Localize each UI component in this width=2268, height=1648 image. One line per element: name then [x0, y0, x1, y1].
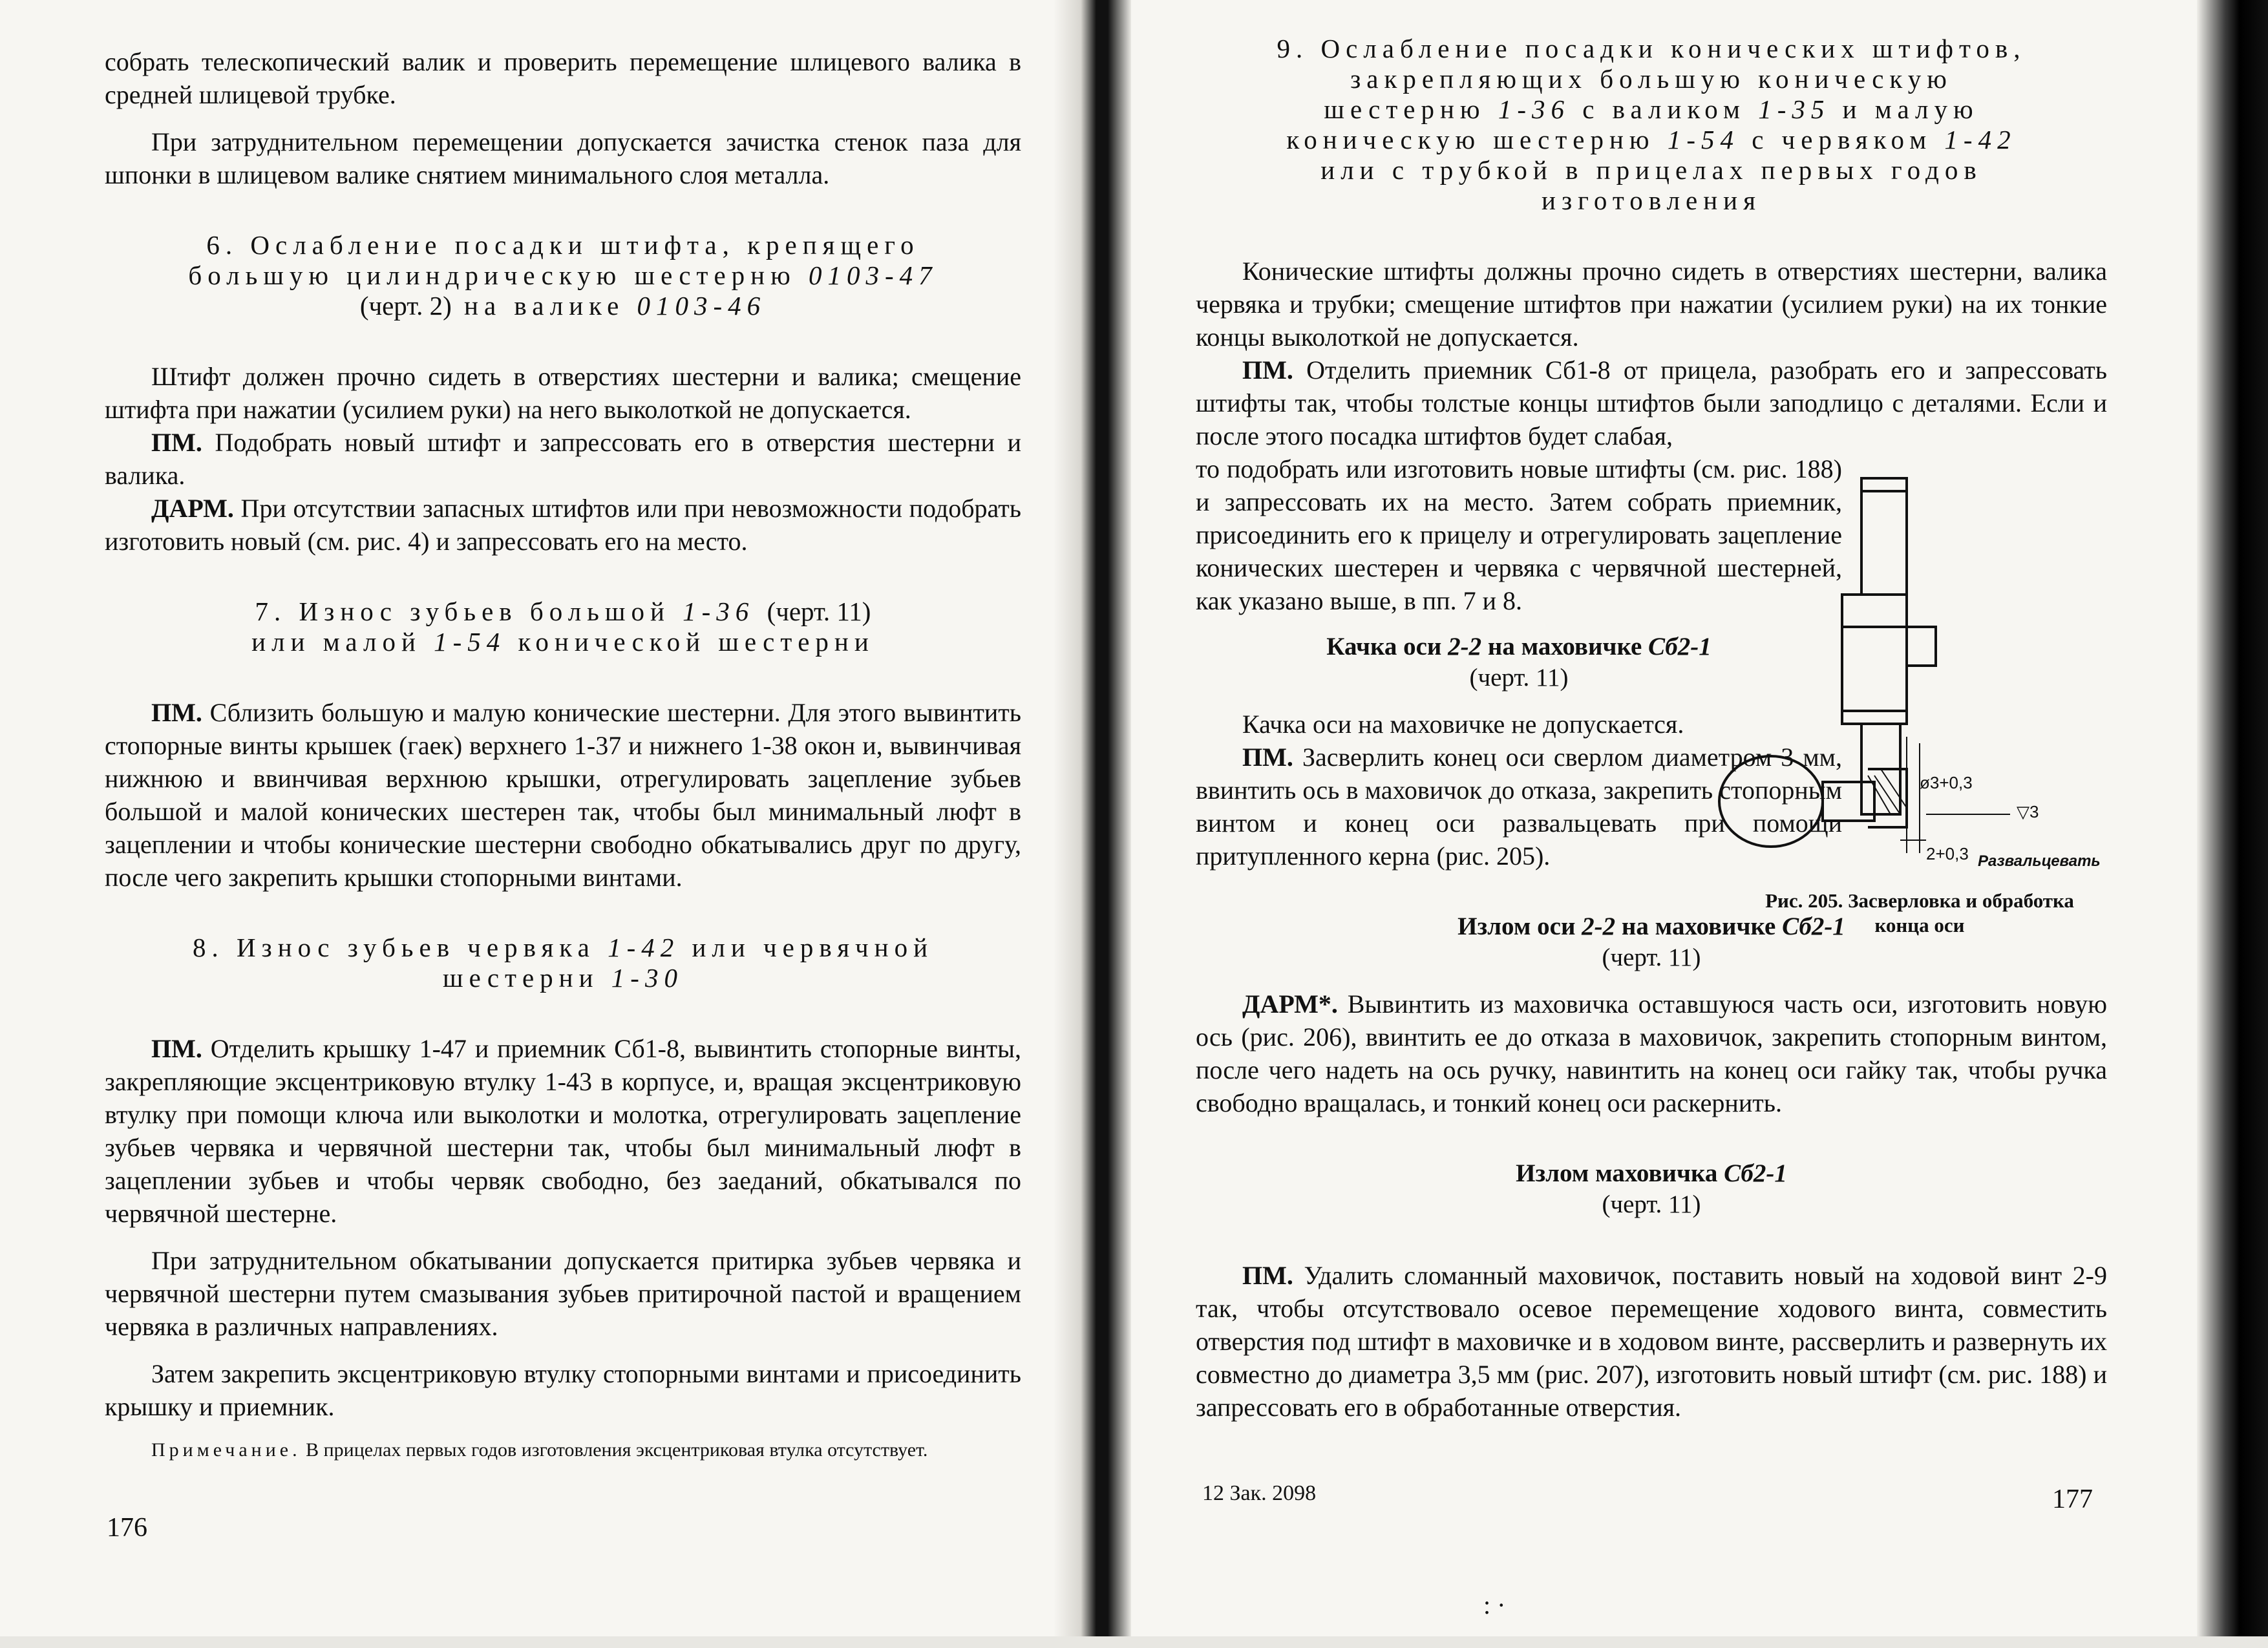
- axis-wobble-paragraph: Качка оси на маховичке не допускается.: [1242, 710, 1684, 739]
- figure-dim-diameter: ø3+0,3: [1920, 773, 1973, 792]
- scan-bottom-strip: [0, 1636, 2268, 1648]
- section-6-heading-line-1: 6. Ослабление посадки штифта, крепящего: [206, 230, 920, 260]
- section-6-pm: ПМ. Подобрать новый штифт и запрессовать его в отверстия шестерни и валика.: [105, 428, 1021, 490]
- section-6-heading: [105, 230, 1021, 321]
- section-8-paragraph-2: При затруднительном обкатывании допускается притирка зубьев червяка и червячной шестерни путем смазывания зубьев притирочной пастой и вращением червяка в различных направлениях.: [105, 1246, 1021, 1341]
- figure-205-drawing: [1713, 465, 2126, 918]
- section-9-heading-line-6: изготовления: [1542, 185, 1761, 215]
- section-8-heading-line-1: 8. Износ зубьев червяка 1-42 или червячной: [192, 933, 934, 962]
- intro-paragraph-2: При затруднительном перемещении допускается зачистка стенок паза для шпонки в шлицевом валике снятием минимального слоя металла.: [105, 127, 1021, 189]
- section-8-note: Примечание. В прицелах первых годов изготовления эксцентриковая втулка отсутствует.: [151, 1439, 928, 1461]
- scan-edge: [2197, 0, 2268, 1648]
- subheading-axis-break-ref: (черт. 11): [1602, 944, 1701, 971]
- section-7-heading-line-1: 7. Износ зубьев большой 1-36 (черт. 11): [255, 597, 871, 626]
- subheading-handwheel-break: Излом маховичка Сб2-1: [1516, 1159, 1787, 1187]
- axis-break-darm: ДАРМ*. Вывинтить из маховичка оставшуюся часть оси, изготовить новую ось (рис. 206), ввинтить ее до отказа в маховичок, закрепить стопорным винтом, после чего надеть на ось ручку, навинтить на конец оси гайку так, чтобы ручка свободно вращалась, и тонкий конец оси раскернить.: [1196, 989, 2107, 1117]
- section-9-heading-line-3: шестерню 1-36 с валиком 1-35 и малую: [1324, 94, 1979, 124]
- section-9-paragraph: Конические штифты должны прочно сидеть в отверстиях шестерни, валика червяка и трубки; смещение штифтов при нажатии (усилием руки) на их тонкие концы выколоткой не допускается.: [1196, 257, 2107, 352]
- figure-dim-depth: 2+0,3: [1926, 844, 1969, 863]
- section-9-heading-line-1: 9. Ослабление посадки конических штифтов,: [1277, 34, 2026, 63]
- section-9-heading-line-4: коническую шестерню 1-54 с червяком 1-42: [1286, 125, 2017, 154]
- section-8-pm: ПМ. Отделить крышку 1-47 и приемник Сб1-8, вывинтить стопорные винты, закрепляющие эксцентриковую втулку 1-43 в корпусе, и, вращая эксцентриковую втулку при помощи ключа или выколотки и молотка, отрегулировать зацепление зубьев червяка и червячной шестерни так, чтобы был минимальный люфт в зацеплении зубьев и чтобы червяк свободно, без заеданий, обкатывался по червячной шестерне.: [105, 1034, 1021, 1228]
- subheading-axis-wobble-ref: (черт. 11): [1469, 664, 1569, 692]
- book-gutter: [1054, 0, 1131, 1648]
- subheading-axis-wobble: Качка оси 2-2 на маховичке Сб2-1: [1326, 633, 1712, 660]
- section-9-pm-continued: то подобрать или изготовить новые штифты (см. рис. 188) и запрессовать их на место. Затем собрать приемник, присоединить его к прицелу и отрегулировать зацепление конических шестерен и червяка с червячной шестерней, как указано выше, в пп. 7 и 8.: [1196, 454, 1842, 615]
- section-7-heading: [105, 597, 1021, 657]
- intro-paragraph-1: собрать телескопический валик и проверить перемещение шлицевого валика в средней шлицевой трубке.: [105, 47, 1021, 109]
- section-9-heading: [1196, 34, 2107, 216]
- section-8-paragraph-3: Затем закрепить эксцентриковую втулку стопорными винтами и присоединить крышку и приемник.: [105, 1359, 1021, 1421]
- section-9-heading-line-5: или с трубкой в прицелах первых годов: [1320, 155, 1982, 185]
- handwheel-break-pm: ПМ. Удалить сломанный маховичок, поставить новый на ходовой винт 2-9 так, чтобы отсутствовало осевое перемещение ходового винта, совместить отверстия под штифт в маховичке и в ходовом винте, рассверлить и развернуть их совместно до диаметра 3,5 мм (рис. 207), изготовить новый штифт (см. рис. 188) и запрессовать его в обработанные отверстия.: [1196, 1261, 2108, 1422]
- section-7-pm: ПМ. Сблизить большую и малую конические шестерни. Для этого вывинтить стопорные винты крышек (гаек) верхнего 1-37 и нижнего 1-38 окон и, вывинчивая нижнюю и ввинчивая верхнюю крышки, отрегулировать зацепление зубьев большой и малой конических шестерен так, чтобы был минимальный люфт в зацеплении и чтобы конические шестерни свободно обкатывались друг по другу, после чего закрепить крышки стопорными винтами.: [105, 698, 1022, 892]
- subheading-handwheel-break-ref: (черт. 11): [1602, 1190, 1701, 1218]
- page-number-right: 177: [2052, 1484, 2093, 1514]
- left-page: [0, 0, 1099, 1648]
- figure-205-caption: Рис. 205. Засверловка и обработка конца оси: [1765, 889, 2074, 936]
- section-6-paragraph: Штифт должен прочно сидеть в отверстиях шестерни и валика; смещение штифта при нажатии (усилием руки) на него выколоткой не допускается.: [105, 362, 1021, 424]
- page-number-left: 176: [107, 1513, 147, 1543]
- section-9-heading-line-2: закрепляющих большую коническую: [1350, 64, 1953, 94]
- section-9-pm: ПМ. Отделить приемник Сб1-8 от прицела, разобрать его и запрессовать штифты так, чтобы толстые концы штифтов были заподлицо с деталями. Если и после этого посадка штифтов будет слабая,: [1196, 355, 2107, 450]
- axis-wobble-pm: ПМ. Засверлить конец оси сверлом диаметром 3 мм, ввинтить ось в маховичок до отказа, закрепить стопорным винтом и конец оси развальцевать при помощи притупленного керна (рис. 205).: [1196, 743, 1842, 871]
- left-text-column: [105, 45, 1021, 1463]
- section-6-heading-line-2: большую цилиндрическую шестерню 0103-47: [188, 260, 938, 290]
- subheading-axis-break: Излом оси 2-2 на маховичке Сб2-1: [1457, 913, 1845, 940]
- figure-label-flare: Развальцевать: [1978, 852, 2101, 870]
- section-6-heading-line-3: (черт. 2) на валике 0103-46: [359, 291, 767, 321]
- print-order-footer: 12 Зак. 2098: [1202, 1481, 1317, 1505]
- section-7-heading-line-2: или малой 1-54 конической шестерни: [251, 627, 874, 657]
- figure-roughness-mark: ▽3: [2017, 802, 2039, 821]
- scan-specks: : ·: [1483, 1590, 1506, 1620]
- section-8-heading-line-2: шестерни 1-30: [443, 963, 683, 993]
- section-8-heading: [105, 933, 1021, 993]
- section-6-darm: ДАРМ. При отсутствии запасных штифтов или при невозможности подобрать изготовить новый (см. рис. 4) и запрессовать его на место.: [105, 494, 1021, 556]
